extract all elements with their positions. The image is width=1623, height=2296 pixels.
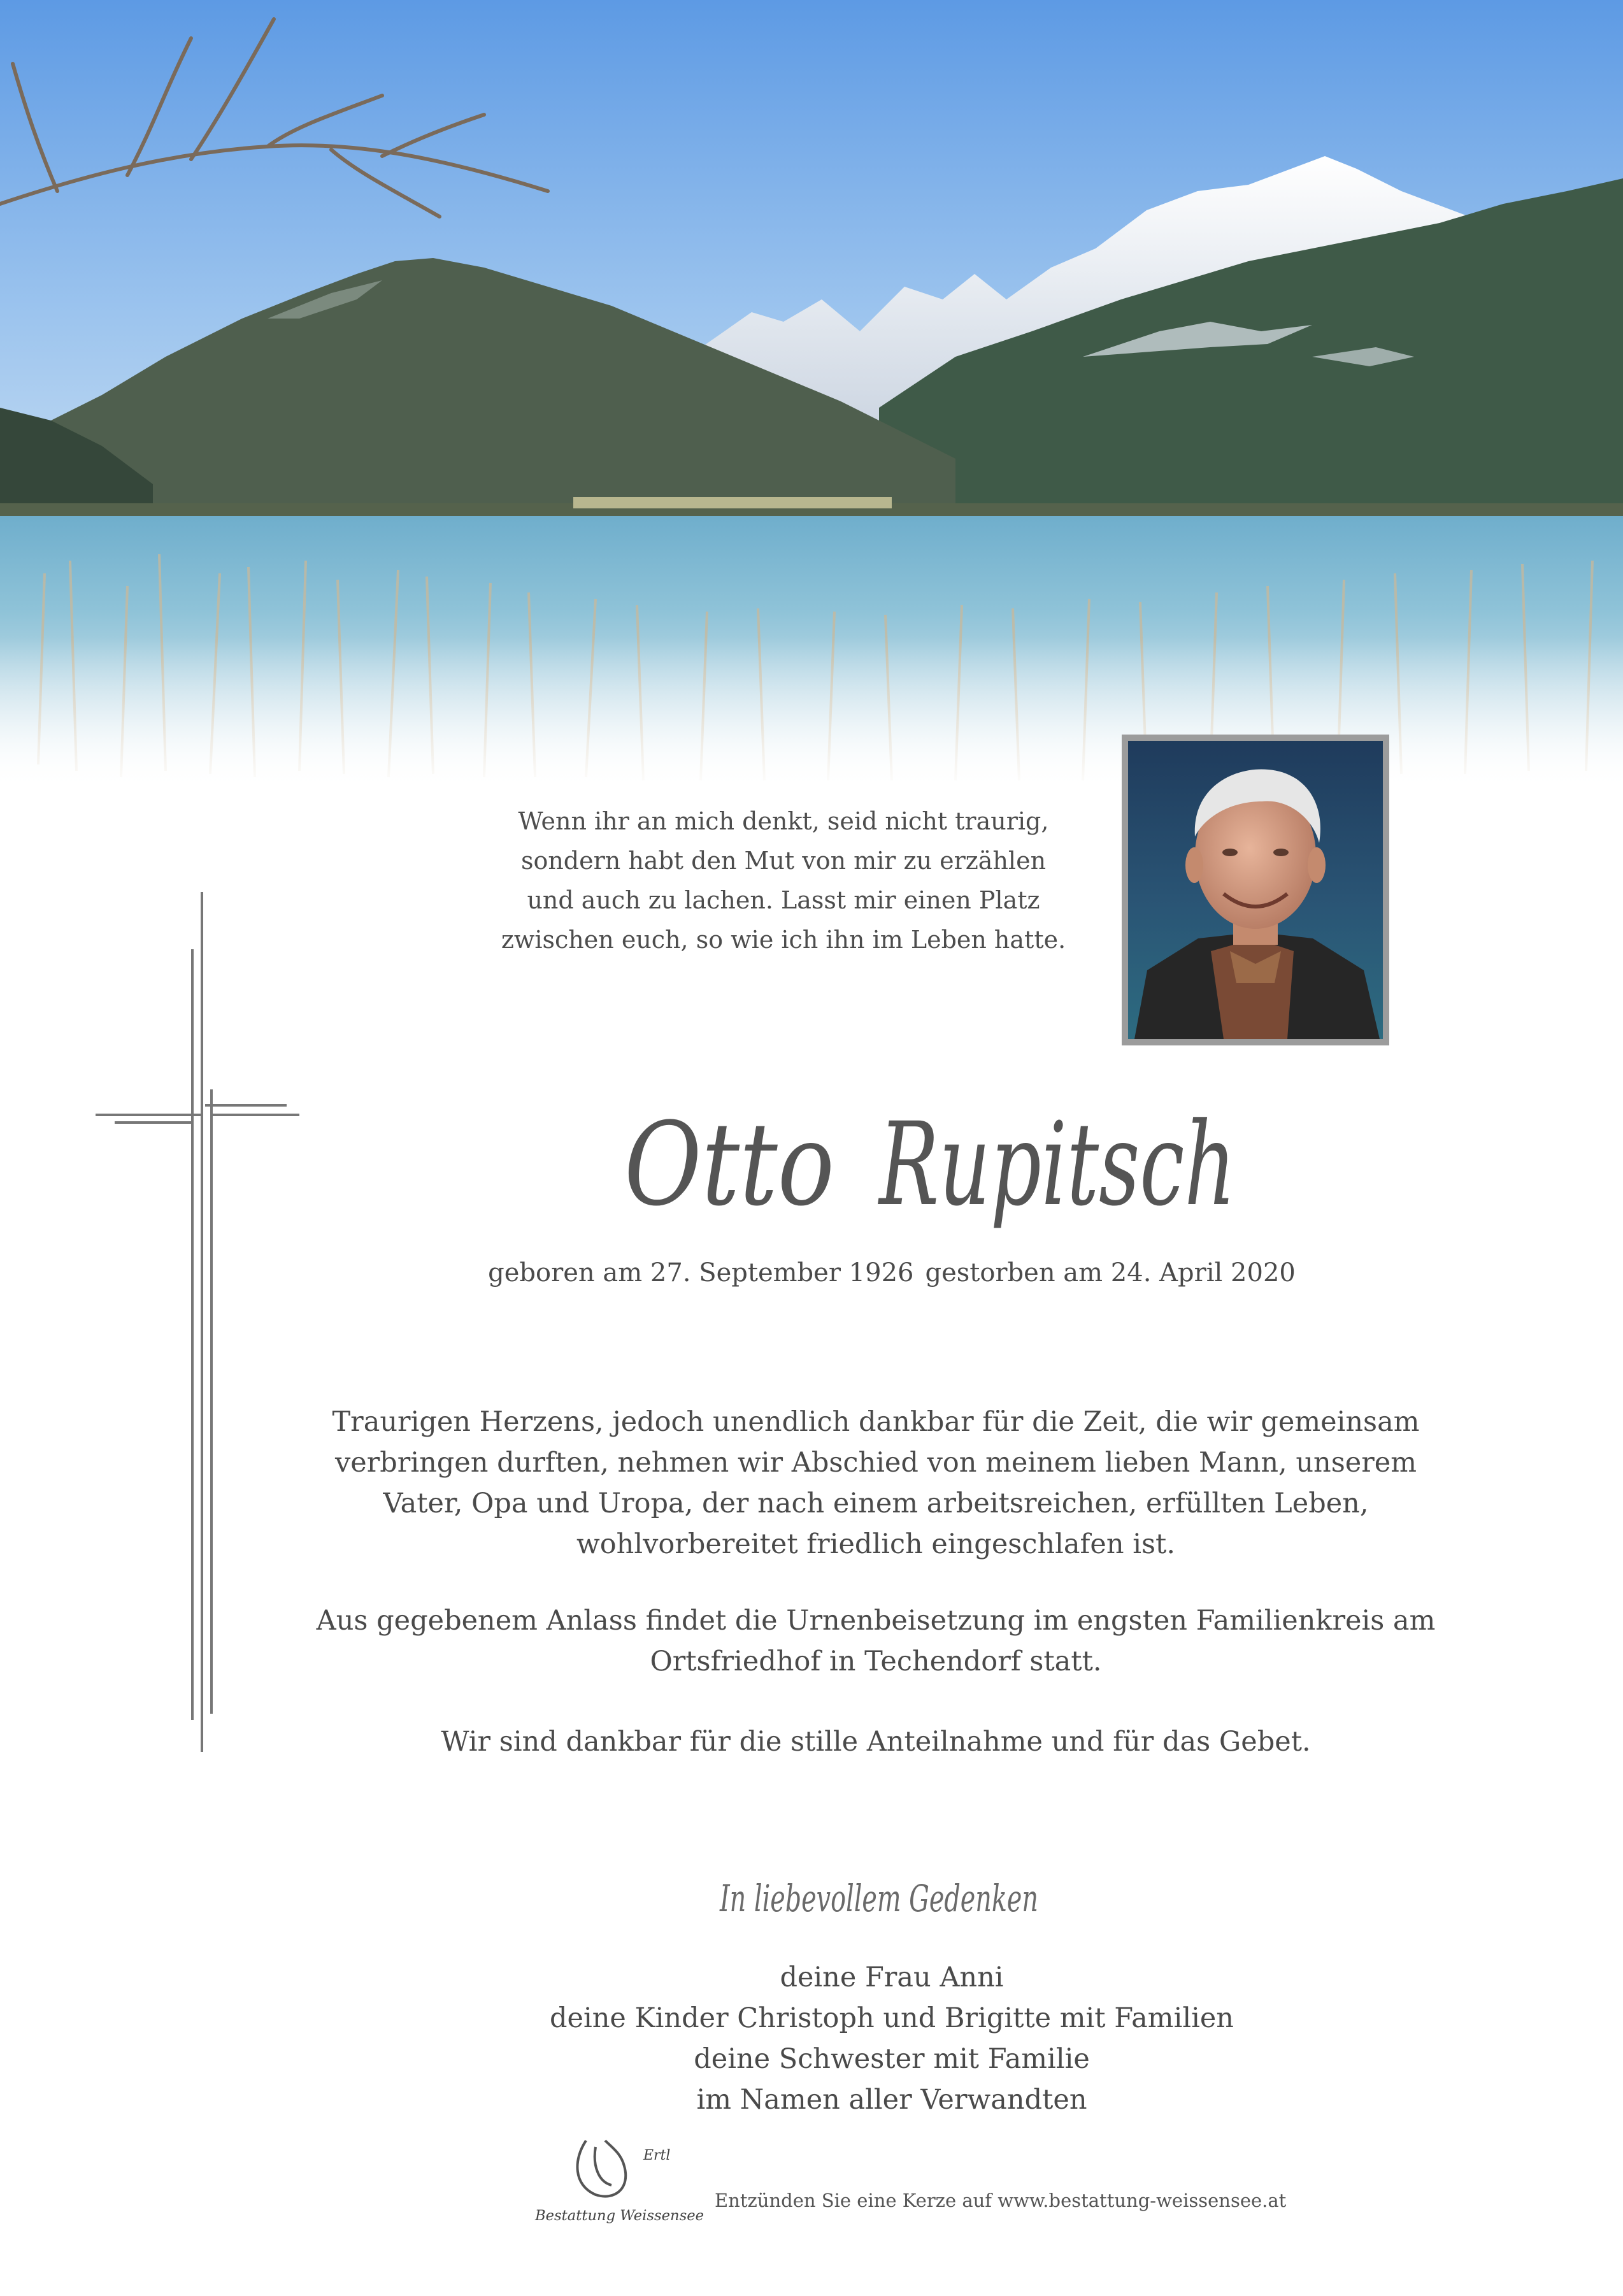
deceased-name	[573, 1064, 1274, 1249]
mourner-line: im Namen aller Verwandten	[696, 2084, 1087, 2116]
portrait-photo	[1128, 741, 1383, 1039]
portrait-frame	[1122, 735, 1389, 1045]
text-line: wohlvorbereitet friedlich eingeschlafen ist.	[576, 1528, 1176, 1560]
mourners-list	[382, 1957, 1401, 2120]
birth-date: geboren am 27. September 1926	[488, 1258, 914, 1288]
logo-main-text: Bestattung Weissensee	[534, 2208, 704, 2224]
text-line: Vater, Opa und Uropa, der nach einem arbeitsreichen, erfüllten Leben,	[383, 1488, 1369, 1519]
poem-line: zwischen euch, so wie ich ihn im Leben hatte.	[501, 926, 1066, 954]
text-line: verbringen durften, nehmen wir Abschied von meinem lieben Mann, unserem	[334, 1447, 1417, 1479]
bestattung-weissensee-logo[interactable]	[535, 2121, 707, 2223]
text-line: Ortsfriedhof in Techendorf statt.	[650, 1646, 1102, 1677]
memorial-poem	[433, 801, 1134, 959]
text-line: Aus gegebenem Anlass findet die Urnenbeisetzung im engsten Familienkreis am	[316, 1605, 1436, 1637]
poem-line: sondern habt den Mut von mir zu erzählen	[520, 847, 1047, 875]
header-landscape-image	[0, 0, 1623, 790]
mourner-line: deine Schwester mit Familie	[694, 2043, 1090, 2075]
first-name: Otto	[624, 1098, 834, 1231]
memorial-heading-text: In liebevollem Gedenken	[719, 1877, 1038, 1920]
mourner-line: deine Kinder Christoph und Brigitte mit Familien	[550, 2002, 1234, 2034]
poem-line: und auch zu lachen. Lasst mir einen Platz	[527, 886, 1040, 914]
poem-line: Wenn ihr an mich denkt, seid nicht traurig,	[518, 807, 1049, 835]
thanks-paragraph	[255, 1721, 1497, 1762]
death-date: gestorben am 24. April 2020	[925, 1258, 1296, 1288]
announcement-paragraph	[255, 1402, 1497, 1565]
life-dates	[382, 1258, 1401, 1288]
memorial-heading	[701, 1854, 1057, 1937]
candle-link-text[interactable]: Entzünden Sie eine Kerze auf www.bestattung-weissensee.at	[715, 2190, 1287, 2211]
burial-paragraph	[255, 1600, 1497, 1682]
last-name: Rupitsch	[877, 1098, 1236, 1231]
mourner-line: deine Frau Anni	[780, 1962, 1004, 1993]
text-line: Wir sind dankbar für die stille Anteilnahme und für das Gebet.	[441, 1726, 1311, 1758]
text-line: Traurigen Herzens, jedoch unendlich dankbar für die Zeit, die wir gemeinsam	[332, 1406, 1420, 1438]
logo-top-text: Ertl	[643, 2148, 671, 2163]
